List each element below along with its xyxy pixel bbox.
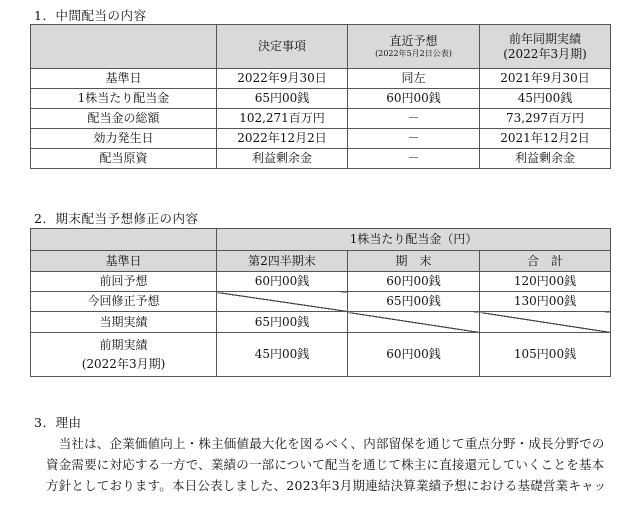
cell: 60円00銭 bbox=[348, 89, 480, 109]
row-label-note: (2022年3月期) bbox=[81, 356, 166, 371]
reason-paragraph: 当社は、企業価値向上・株主価値最大化を図るべく、内部留保を通じて重点分野・成長分野での資金需要に対応する一方で、業績の一部について配当を通じて株主に直接還元していくことを基本方針としております。本日公表しました、2023年3月期連結決算業績予想における基礎営業キャッ bbox=[46, 436, 607, 493]
section-3-heading: 3．理由 bbox=[34, 415, 82, 430]
cell: 65円00銭 bbox=[217, 312, 348, 333]
cell: 120円00銭 bbox=[480, 272, 611, 292]
col-prior: 前年同期実績 (2022年3月期) bbox=[480, 25, 611, 69]
col-label: 基準日 bbox=[31, 251, 217, 272]
reason-text bbox=[46, 433, 614, 496]
cell: 60円00銭 bbox=[217, 272, 348, 292]
cell: － bbox=[348, 109, 480, 129]
table-row bbox=[31, 292, 611, 312]
col-forecast-note: (2022年5月2日公表) bbox=[375, 49, 452, 58]
cell: 105円00銭 bbox=[480, 333, 611, 377]
row-label: 前期実績 (2022年3月期) bbox=[31, 333, 217, 377]
empty-diagonal-cell bbox=[348, 312, 480, 333]
col-q2: 第2四半期末 bbox=[217, 251, 348, 272]
cell: 利益剰余金 bbox=[480, 149, 611, 169]
row-label: 今回修正予想 bbox=[31, 292, 217, 312]
cell: － bbox=[348, 129, 480, 149]
cell: 2022年9月30日 bbox=[217, 69, 348, 89]
row-label: 効力発生日 bbox=[31, 129, 217, 149]
cell: 同左 bbox=[348, 69, 480, 89]
empty-diagonal-cell bbox=[480, 312, 611, 333]
table-row bbox=[31, 272, 611, 292]
blank-header-cell bbox=[31, 229, 217, 251]
cell: 2021年9月30日 bbox=[480, 69, 611, 89]
cell: 利益剰余金 bbox=[217, 149, 348, 169]
table-row bbox=[31, 312, 611, 333]
table-row bbox=[31, 129, 611, 149]
col-decided: 決定事項 bbox=[217, 25, 348, 69]
table-row bbox=[31, 109, 611, 129]
cell: 65円00銭 bbox=[348, 292, 480, 312]
group-header: 1株当たり配当金（円） bbox=[217, 229, 611, 251]
cell: 2021年12月2日 bbox=[480, 129, 611, 149]
cell: 45円00銭 bbox=[217, 333, 348, 377]
interim-dividend-table bbox=[30, 24, 611, 169]
table-row bbox=[31, 69, 611, 89]
cell: 102,271百万円 bbox=[217, 109, 348, 129]
cell: 60円00銭 bbox=[348, 272, 480, 292]
table-row bbox=[31, 149, 611, 169]
col-total: 合 計 bbox=[480, 251, 611, 272]
year-end-forecast-table bbox=[30, 228, 611, 377]
table-row bbox=[31, 333, 611, 377]
cell: 60円00銭 bbox=[348, 333, 480, 377]
section-1-heading: 1．中間配当の内容 bbox=[34, 8, 147, 23]
cell: 65円00銭 bbox=[217, 89, 348, 109]
row-label: 前回予想 bbox=[31, 272, 217, 292]
row-label: 基準日 bbox=[31, 69, 217, 89]
cell: － bbox=[348, 149, 480, 169]
table-row bbox=[31, 89, 611, 109]
cell: 130円00銭 bbox=[480, 292, 611, 312]
section-2-heading: 2．期末配当予想修正の内容 bbox=[34, 211, 199, 226]
cell: 45円00銭 bbox=[480, 89, 611, 109]
col-end: 期 末 bbox=[348, 251, 480, 272]
row-label: 配当原資 bbox=[31, 149, 217, 169]
col-forecast: 直近予想 (2022年5月2日公表) bbox=[348, 25, 480, 69]
cell: 2022年12月2日 bbox=[217, 129, 348, 149]
blank-header-cell bbox=[31, 25, 217, 69]
row-label: 配当金の総額 bbox=[31, 109, 217, 129]
col-prior-note: (2022年3月期) bbox=[503, 46, 587, 61]
row-label: 1株当たり配当金 bbox=[31, 89, 217, 109]
row-label: 当期実績 bbox=[31, 312, 217, 333]
empty-diagonal-cell bbox=[217, 292, 348, 312]
cell: 73,297百万円 bbox=[480, 109, 611, 129]
